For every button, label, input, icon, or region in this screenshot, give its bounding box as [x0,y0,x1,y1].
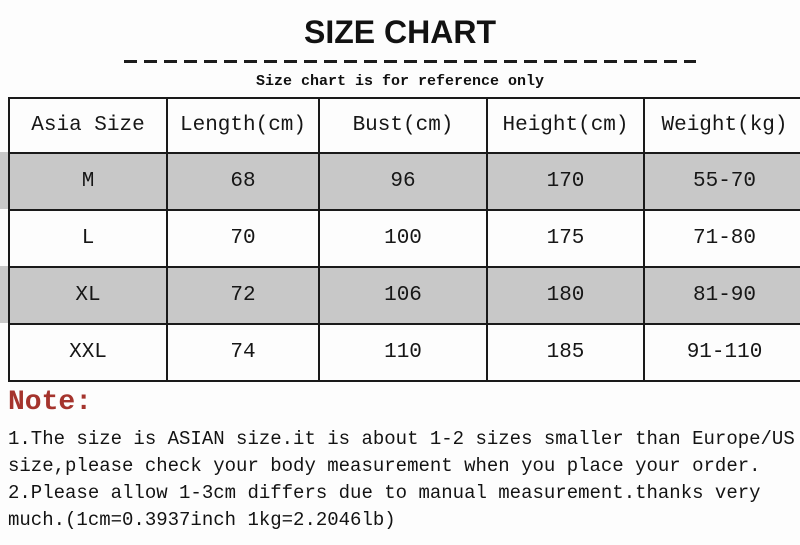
page-title: SIZE CHART [304,14,496,50]
table-cell: 175 [487,210,644,267]
table-cell: 106 [319,267,487,324]
table-cell: M [9,153,167,210]
table-row-xxl [9,324,800,381]
table-row-xl [9,267,800,324]
table-cell: 68 [167,153,319,210]
note-line-1: 1.The size is ASIAN size.it is about 1-2 sizes smaller than Europe/US [8,428,795,450]
column-header-height: Height(cm) [487,98,644,153]
table-cell: 70 [167,210,319,267]
note-line-3: 2.Please allow 1-3cm differs due to manual measurement.thanks very [8,482,761,504]
column-header-length: Length(cm) [167,98,319,153]
size-table [8,97,800,382]
column-header-asia-size: Asia Size [9,98,167,153]
note-label: Note: [8,387,93,418]
table-cell: 170 [487,153,644,210]
column-header-bust: Bust(cm) [319,98,487,153]
note-line-4: much.(1cm=0.3937inch 1kg=2.2046lb) [8,509,396,531]
note-section [8,386,798,534]
table-cell: XL [9,267,167,324]
table-cell: 71-80 [644,210,800,267]
table-cell: L [9,210,167,267]
size-table-section [0,97,800,380]
table-cell: 55-70 [644,153,800,210]
table-cell: 100 [319,210,487,267]
note-line-2: size,please check your body measurement when you place your order. [8,455,761,477]
table-cell: 185 [487,324,644,381]
table-cell: XXL [9,324,167,381]
table-row-l [9,210,800,267]
table-row-m [9,153,800,210]
table-cell: 81-90 [644,267,800,324]
table-cell: 91-110 [644,324,800,381]
table-cell: 74 [167,324,319,381]
table-cell: 110 [319,324,487,381]
table-cell: 180 [487,267,644,324]
subtitle: Size chart is for reference only [255,73,545,90]
dashed-divider [124,60,696,63]
header-row [9,98,800,153]
column-header-weight: Weight(kg) [644,98,800,153]
table-cell: 72 [167,267,319,324]
table-cell: 96 [319,153,487,210]
